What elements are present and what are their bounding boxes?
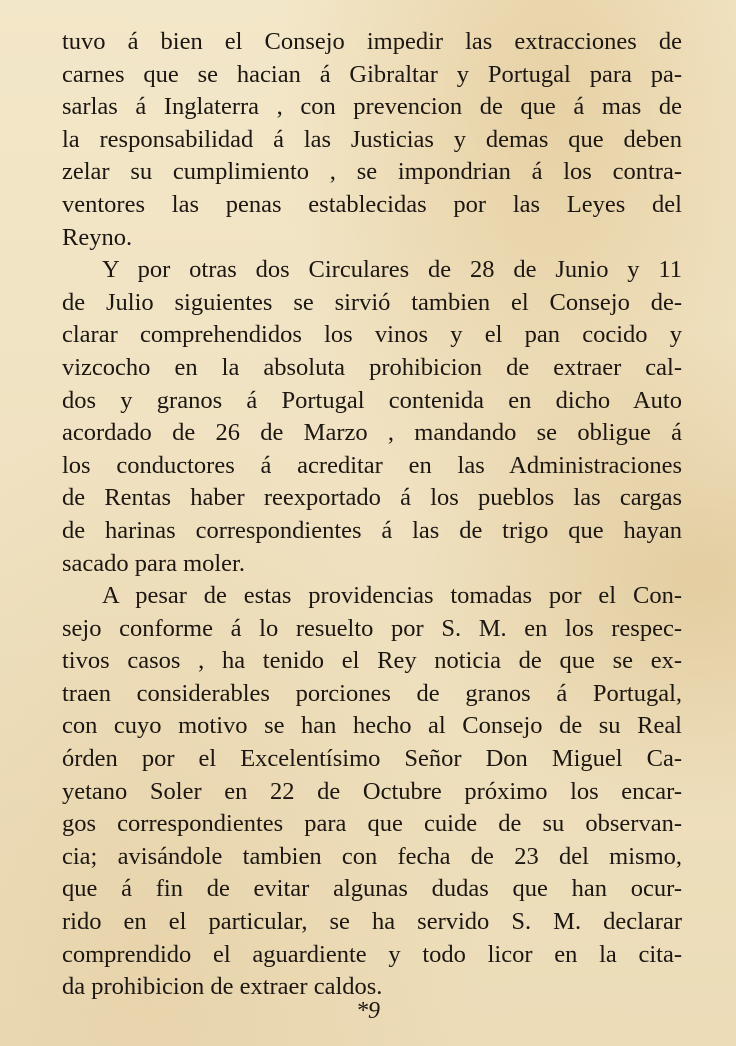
text-line: yetano Soler en 22 de Octubre próximo los encar- bbox=[62, 777, 682, 805]
text-line: con cuyo motivo se han hecho al Consejo de su Real bbox=[62, 712, 682, 740]
text-line: órden por el Excelentísimo Señor Don Miguel Ca- bbox=[62, 745, 682, 773]
text-line: tuvo á bien el Consejo impedir las extracciones de bbox=[62, 28, 682, 55]
text-line: sacado para moler. bbox=[62, 549, 245, 577]
paragraph bbox=[62, 580, 682, 1004]
text-line: ventores las penas establecidas por las Leyes del bbox=[62, 190, 682, 218]
text-line: sarlas á Inglaterra , con prevencion de que á mas de bbox=[62, 93, 682, 121]
text-line: cia; avisándole tambien con fecha de 23 del mismo, bbox=[62, 842, 682, 870]
text-line: zelar su cumplimiento , se impondrian á los contra- bbox=[62, 158, 682, 186]
page-number: *9 bbox=[356, 998, 380, 1024]
text-line: de Julio siguientes se sirvió tambien el Consejo de- bbox=[62, 288, 682, 316]
paragraph bbox=[62, 26, 682, 254]
document-page bbox=[62, 26, 682, 1004]
paragraph bbox=[62, 254, 682, 580]
text-line: la responsabilidad á las Justicias y demas que deben bbox=[62, 125, 682, 153]
text-line: A pesar de estas providencias tomadas por el Con- bbox=[102, 582, 682, 610]
text-line: dos y granos á Portugal contenida en dicho Auto bbox=[62, 386, 682, 414]
text-line: traen considerables porciones de granos á Portugal, bbox=[62, 679, 682, 707]
text-line: los conductores á acreditar en las Administraciones bbox=[62, 451, 682, 479]
text-line: vizcocho en la absoluta prohibicion de extraer cal- bbox=[62, 353, 682, 381]
text-line: comprendido el aguardiente y todo licor en la cita- bbox=[62, 940, 682, 968]
text-line: tivos casos , ha tenido el Rey noticia de que se ex- bbox=[62, 647, 682, 675]
text-line: Y por otras dos Circulares de 28 de Junio y 11 bbox=[102, 256, 682, 284]
text-line: sejo conforme á lo resuelto por S. M. en los respec- bbox=[62, 614, 682, 642]
text-line: que á fin de evitar algunas dudas que han ocur- bbox=[62, 875, 682, 903]
text-line: carnes que se hacian á Gibraltar y Portugal para pa- bbox=[62, 60, 682, 88]
text-line: de harinas correspondientes á las de trigo que hayan bbox=[62, 516, 682, 544]
text-line: Reyno. bbox=[62, 223, 133, 251]
text-line: acordado de 26 de Marzo , mandando se obligue á bbox=[62, 419, 682, 447]
text-line: da prohibicion de extraer caldos. bbox=[62, 973, 383, 1001]
text-line: clarar comprehendidos los vinos y el pan cocido y bbox=[62, 321, 682, 349]
text-line: gos correspondientes para que cuide de su observan- bbox=[62, 810, 682, 838]
text-line: rido en el particular, se ha servido S. M. declarar bbox=[62, 908, 682, 936]
text-line: de Rentas haber reexportado á los pueblos las cargas bbox=[62, 484, 682, 512]
